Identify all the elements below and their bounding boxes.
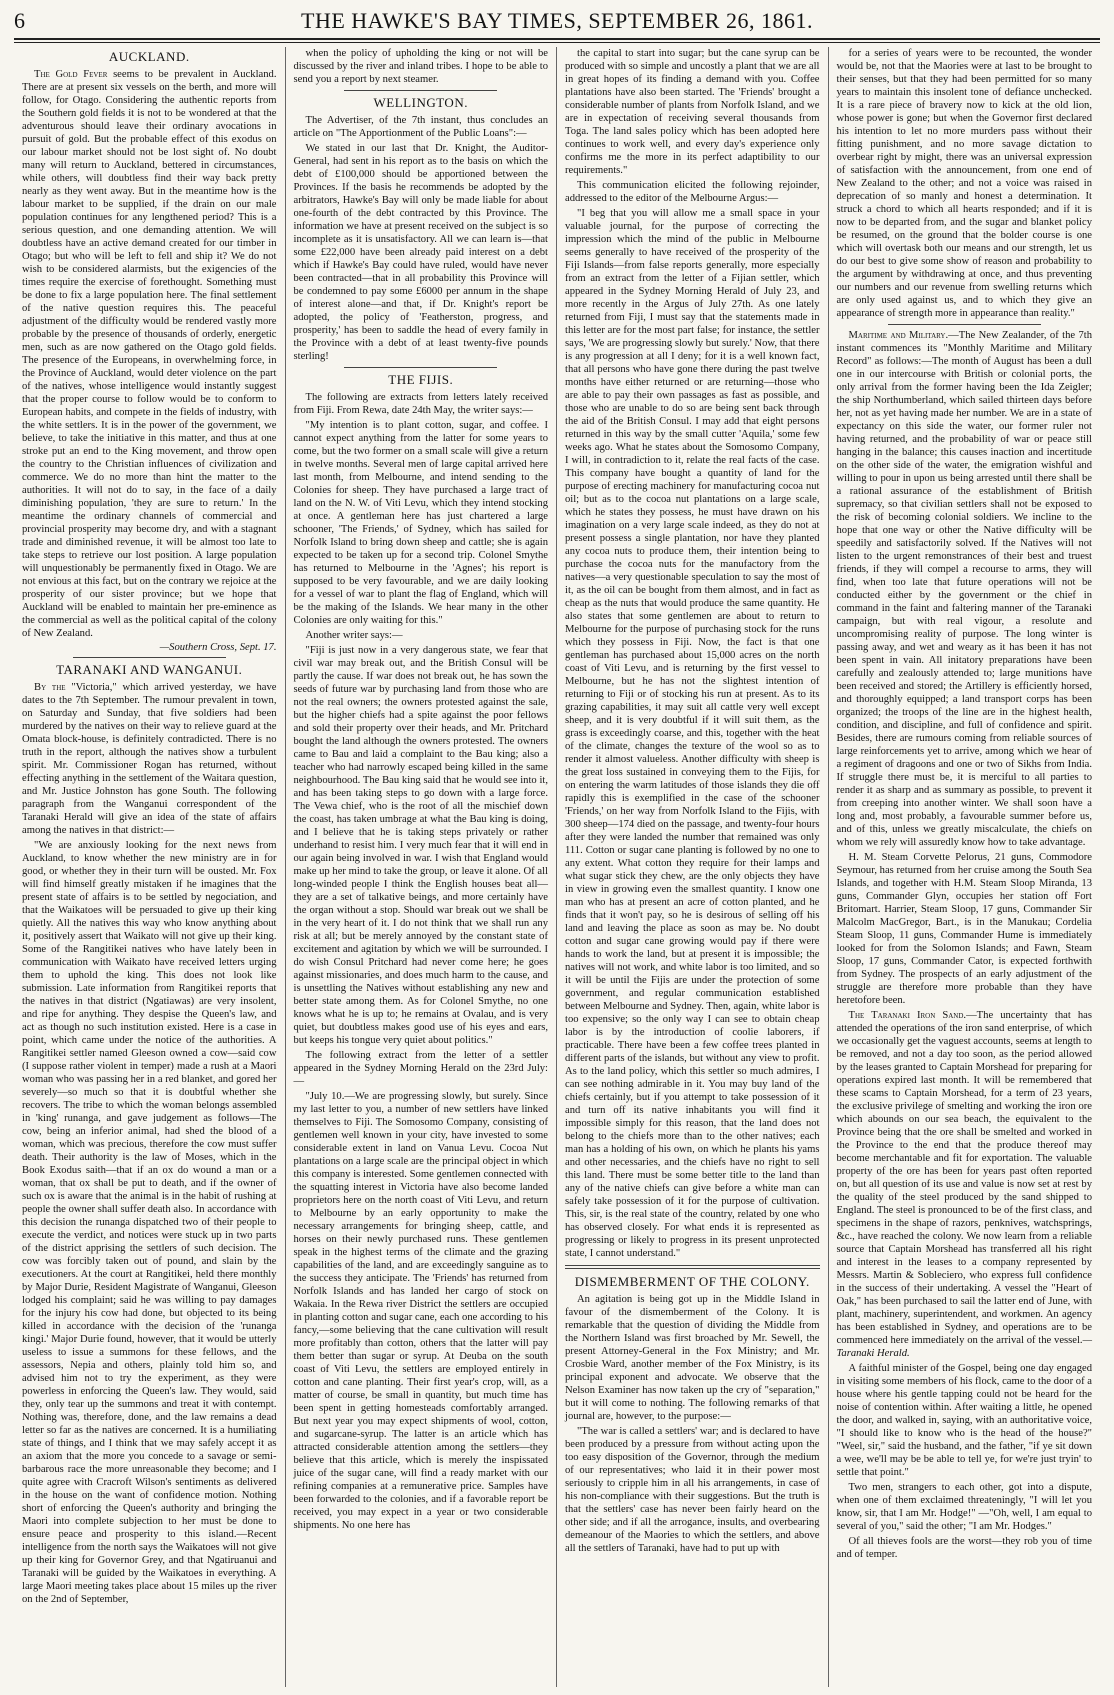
section-divider	[344, 90, 497, 91]
wellington-heading: WELLINGTON.	[373, 95, 468, 110]
taranaki-heading: TARANAKI AND WANGANUI.	[56, 662, 243, 677]
fijis-letter-2: "Fiji is just now in a very dangerous state, we fear that civil war may break out, and the British Consul will be partly the cause. If war does not break out, he has sown the seeds of future war by purchasing land from those who are not the real owners; the owners protested against the sale, but the higher chiefs had a spite against the poor fellows and sold their property over their heads, and Mr. Pritchard bought the land although the owners protested. The owners came to Bau and laid a complaint to the Bau king; also a teacher who had narrowly escaped being killed in the same neighbourhood. The Bau king said that he would see into it, and has been taking steps to go down with a large force. The Vewa chief, who is the root of all the mischief down the coast, has taken umbrage at what the Bau king is doing, and I believe that he is taking steps privately or rather underhand to resist him. I very much fear that it will end in our again being involved in war. I wish that England would make up her mind to take the group, or leave it alone. Of all long-winded people I think the English houses beat all—they are a set of talkative beings, and more certainly have the organ without a stop. Should war break out we shall be in the very heart of it. I do not think that we shall run any risk at all; but be merely annoyed by the constant state of excitement and agitation by which we will be surrounded. I do wish Consul Pritchard had never come here; he goes against missionaries, and does much harm to the cause, and is unsettling the Natives without establishing any new and better state among them. As for Colonel Smythe, no one knows what he is up to; he remains at Ovalau, and is very quiet, but doubtless makes good use of his eyes and ears, but keeps his tongue very quiet about politics."	[293, 645, 548, 1046]
section-divider	[73, 657, 226, 658]
auckland-body: seems to be prevalent in Auckland. There are at present six vessels on the berth, and more will follow, for Otago. Considering the authentic reports from the Southern gold fields it is not to be wondered at that the adventurous should leave their ordinary avocations in pursuit of gold. But the probable effect of this exodus on our labour market should not be lost sight of. No doubt many will return to Auckland, bettered in circumstances, while others, will doubtless find their way back pretty nearly as they went away. But in the meantime how is the labour market to be supplied, if the drain on our male population continues for any lengthened period? This is a serious question, and one demanding attention. We will doubtless have an active demand created for our timber in Otago; but who will be left to fell and ship it? We do not wish to be considered alarmists, but the exigencies of the times require the exercise of forethought. Something must be done to fix a large population here. The final settlement of the native question requires this. The peaceful adjustment of the difficulty would be rendered vastly more probable by the presence of thousands of orderly, energetic men, such as are now gathered on the Otago gold fields. The presence of the Europeans, in overwhelming force, in the Province of Auckland, would deter violence on the part of the natives, whose intelligence would instantly suggest that the proper course to follow would be to conform to European habits, and compete in the fields of industry, with the white settlers. It is in the power of the government, we believe, to take the initiative in this matter, and thus at one stroke put an end to the King movement, and throw open the country to the Christian influences of civilization and commerce. We do no more than hint the matter to the authorities. It will not do to say, in the face of a daily diminishing population, 'they are sure to return.' In the meantime the ordinary channels of commercial and provincial prosperity may become dry, and with a stagnant trade and diminished revenue, it will be almost too late to take steps to retrieve our lost position. A large population will unquestionably be permanently fixed in Otago. We are not envious at this fact, but on the contrary we rejoice at the prosperity of our sister province; but we hope that Auckland will be enabled to maintain her pre-eminence as the commercial as well as the political capital of the colony of New Zealand.	[22, 69, 277, 639]
taranaki-quote: "We are anxiously looking for the next news from Auckland, to know whether the new ministry are in for good, or whether they in their turn will be ousted. Mr. Fox will find himself greatly mistaken if he imagines that the present state of affairs is to be settled by negociation, and that the Waikatoes will be persuaded to give up their king quietly. All the natives this way who know anything about it, positively assert that Waikato will not give up their king. Some of the Rangitikei natives who have lately been in communication with Waikato have received letters urging them to uphold the king. This does not look like submission. Late information from Rangitikei reports that the natives in that district (Ngatiawas) are very insolent, and ripe for anything. They despise the Queen's law, and act as though no such institution existed. Here is a case in point, which came under the notice of the authorities. A Rangitikei settler named Gleeson owned a cow—said cow (I suppose rather violent in temper) made a rush at a Maori woman who was passing her in a red blanket, and gored her severely—so much so that it is doubtful whether she recovers. The tribe to which the woman belongs assembled in 'king' runanga, and gave judgement as follows—The cow, being an inferior animal, had shed the blood of a woman, which was precious, therefore the cow must suffer death. Their authority is the law of Moses, which in the Book Exodus saith—that if an ox do wound a man or a woman, that ox shall be put to death, and if the owner of such ox is aware that the animal is in the habit of rushing at people the owner shall suffer death also. In accordance with this decision the runanga dispatched two of their people to execute the verdict, and notices were stuck up in two parts of the district apprising the settlers of such decision. The cow was forcibly taken out of pound, and slain by the executioners. At the court at Rangitikei, held there monthly by Major Durie, Resident Magistrate of Wanganui, Gleeson lodged his complaint; said he was willing to pay damages for the injury his cow had done, but objected to its being killed in accordance with the decision of the 'runanga kingi.' Major Durie found, however, that it would be utterly useless to issue a summons for these fellows, and the assessors, Nepia and others, plainly told him so, and advised him not to try the experiment, as they were powerless in enforcing the Queen's law. They would, said they, only tear up the summons and treat it with contempt. Nothing was, therefore, done, and the law remains a dead letter so far as the natives are concerned. It is a humiliating state of things, and I think that we may safely accept it as an axiom that the more you concede to a savage or semi-barbarous race the more unreasonable they become; and I quite agree with Cracroft Wilson's sentiments as delivered in the house on the want of confidence motion. Nothing short of enforcing the Queen's authority and bringing the Maori into complete subjection to her must be done to ensure peace and prosperity to this island.—Recent intelligence from the north says the Waikatoes will not give up their king for Governor Grey, and that Ngatiruanui and Taranaki will be guided by the Waikatoes in everything. A large Maori meeting takes place about 15 miles up the river on the 2nd of September,	[22, 840, 277, 1605]
iron-sand-source: —Taranaki Herald.	[836, 1335, 1092, 1359]
taranaki-body: "Victoria," which arrived yesterday, we have dates to the 7th September. The rumour prevalent in town, on Saturday and Sunday, that five soldiers had been murdered by the natives on their way to relieve guard at the Omata block-house, is definitely contradicted. There is no truth in the report, although the natives show a turbulent spirit. Mr. Commissioner Rogan has returned, without effecting anything in the settlement of the Waitara question, and Mr. Justice Johnston has gone South. The following paragraph from the Wanganui correspondent of the Taranaki Herald will give an idea of the state of affairs among the natives in that district:—	[22, 682, 277, 836]
dismemberment-quote: "The war is called a settlers' war; and is declared to have been produced by a pressure from without acting upon the too easy disposition of the Governor, through the medium of our representatives; who laid it in their power most seriously to cripple him in all his arrangements, in case of his non-compliance with their suggestions. But the truth is that the settlers' case has never been fairly heard on the other side; and if all the arrogance, insults, and overbearing demeanour of the Maories to which the settlers, and above all the settlers of Taranaki, have had to put up with	[565, 1426, 820, 1554]
naval-stations: H. M. Steam Corvette Pelorus, 21 guns, Commodore Seymour, has returned from her cruise among the South Sea Islands, and together with H.M. Steam Sloop Miranda, 13 guns, Commander Glyn, occupies her station off Fort Britomart. Harrier, Steam Sloop, 17 guns, Commander Sir Malcolm MacGregor, Bart., is in the Manukau; Cordelia Steam Sloop, 11 guns, Commander Hume is immediately looked for from the Solomon Islands; and Fawn, Steam Sloop, 17 guns, Commander Cator, is expected forthwith from Sydney. The prospects of an early adjustment of the struggle are therefore more probable than they have heretofore been.	[836, 852, 1092, 1006]
thieves-proverb: Of all thieves fools are the worst—they rob you of time and of temper.	[836, 1536, 1092, 1560]
fijis-rejoinder-intro: This communication elicited the following rejoinder, addressed to the editor of the Melbourne Argus:—	[565, 180, 820, 204]
column-2	[286, 47, 558, 1687]
taranaki-article	[22, 681, 277, 837]
strangers-anecdote: Two men, strangers to each other, got into a dispute, when one of them exclaimed threateningly, "I will let you know, sir, that I am Mr. Hodge!" —"Oh, well, I am equal to several of you," said the other; "I am Mr. Hodges."	[836, 1482, 1092, 1532]
fijis-rejoinder: "I beg that you will allow me a small space in your valuable journal, for the purpose of correcting the impression which the mind of the public in Melbourne seems generally to have received of the prosperity of the Fiji Islands—from false reports generally, more especially from an extract from the letter of a Fijian settler, which appeared in the Sydney Morning Herald of July 23, and more recently in the Argus of July 27th. As one lately returned from Fiji, I must say that the statements made in this letter are for the most part false; for instance, the settler says, 'We are progressing slowly but surely.' Now, that there is any progression at all I deny; for it is a well known fact, that all persons who have gone there during the past twelve months have either returned or are returning—those who are able to pay their own passages as fast as possible, and those who are unable to do so are being sent back through the aid of the British Consul. I may add that eight persons returned in this way by the small cutter 'Aquila,' some few weeks ago. What he states about the Somosomo Company, I will, in contradiction to it, relate the real facts of the case. This company have bought a quantity of land for the purpose of erecting machinery for manufacturing cocoa nut oil; but as to the cocoa nut plantations on a large scale, which he states they possess, he must have drawn on his imagination on a very large scale indeed, as they do not at present possess a single plantation, nor have they planted any cocoa nuts to produce them, their intention being to purchase the cocoa nuts for the manufactory from the natives—a very questionable speculation to say the most of it, as the oil can be bought from them almost, and in fact as cheap as the nuts that would produce the same quantity. He also states that some gentlemen are about to return to Melbourne for the purpose of purchasing stock for the runs which they possess in Fiji. Now, the fact is that one gentleman has purchased about 15,000 acres on the north coast of Viti Levu, and is returning by the first vessel to Melbourne, but he has not the slightest intention of returning to Fiji or of stocking his run at present. As to its grazing capabilities, it may suit all cattle very well except sheep, and it is very doubtful if it will suit them, as the grass is exceedingly coarse, and this, together with the heat of the climate, changes the texture of the wool so as to render it almost valueless. Another difficulty with sheep is the great loss sustained in conveying them to the Fijis, for on entering the warm latitudes of those islands they die off rapidly this is exemplified in the case of the schooner 'Friends,' on her way from Norfolk Island to the Fijis, with 300 sheep—174 died on the passage, and twenty-four hours after they were landed the number that remained was only 111. Cotton or sugar cane planting is followed by no one to any extent. What cotton they require for their lamps and what sugar stick they chew, are the only objects they have in view in growing even the smallest quantity. I know one man who has at present an acre of cotton planted, and he finds that it won't pay, so he is desirous of selling off his land and leaving the place as soon as may be. No doubt cotton and sugar cane growing would pay if there were hands to work the land, but at present it is impossible; the natives will not work, and white labor is too limited, and so it will be until the Fijis are under the protection of some government, and regular communication established between Melbourne and Sydney. Then, again, white labor is too expensive; so the only way I can see to obtain cheap labor is by the introduction of coolie laborers, if practicable. There have been a few coffee trees planted in different parts of the islands, but without any view to profit. As to the land policy, which this settler so much admires, I can see nothing admirable in it. You may buy land of the chiefs certainly, but if you attempt to take possession of it and turn off its native inhabitants you will find it impossible simply for this reason, that the land does not belong to the chiefs more than to the other natives; each man has a holding of his own, on which he plants his yams and other necessaries, and the chiefs have no right to sell this land. There must be some better title to the land than any of the native chiefs can give before a white man can safely take possession of it for the purpose of cultivation. This, sir, is the real state of the country, related by one who has observed closely. For what ends it is represented as progressing or likely to progress in its present unprotected state, I cannot understand."	[565, 208, 820, 1259]
fijis-letter-1: "My intention is to plant cotton, sugar, and coffee. I cannot expect anything from the latter for some years to come, but the two former on a small scale will give a return in twelve months. Several men of large capital arrived here last month, from Melbourne, and intend sending to the Colonies for sheep. They have purchased a large tract of land on the N. W. of Viti Levu, which they intend stocking at once. A gentleman here has just chartered a large schooner, 'The Friends,' of Sydney, which has sailed for Norfolk Island to bring down sheep and cattle; she is again expected to be taken up for a second trip. Colonel Smythe has returned to Melbourne in the 'Agnes'; his report is supposed to be very favourable, and we are daily looking for a vessel of war to plant the flag of England, which will be the making of the Islands. We hear many in the other Colonies are only waiting for this."	[293, 420, 548, 626]
minister-anecdote: A faithful minister of the Gospel, being one day engaged in visiting some members of his flock, came to the door of a house where his gentle tapping could not be heard for the noise of contention within. After waiting a little, he opened the door, and walked in, saying, with an authoritative voice, "I should like to know who is the head of the house?" "Weel, sir," said the husband, and the father, "if ye sit down a wee, we'll may be be able to tell ye, for we're just tryin' to settle that point."	[836, 1363, 1092, 1478]
maritime-lead: Maritime and Military.	[848, 330, 949, 341]
auckland-heading: AUCKLAND.	[108, 49, 190, 64]
auckland-article	[22, 68, 277, 640]
taranaki-lead: By the	[34, 682, 66, 693]
iron-sand-body: —The uncertainty that has attended the operations of the iron sand enterprise, of which we occasionally get the vaguest accounts, seems at length to be removed, and not a day too soon, as the period allowed by the leases granted to Captain Morshead for preparing for operations expired last month. It will be remembered that these scams to Captain Morshead, for a term of 23 years, the exclusive privilege of smelting and working the iron ore which abounds on our sea beach, the equivalent to the Province being that the ore shall be smelted and worked in the Province to the end that the produce thereof may become merchantable and fit for exportation. The valuable property of the ore has been for years past often reported on, but all question of its use and value is now set at rest by the quality of the steel produced by the sand shipped to England. The steel is pronounced to be of the first class, and specimens in the shape of razors, penknives, watchsprings, &c., have reached the colony. We now learn from a reliable source that Captain Morshead has transferred all his right and interest in the leases to a company represented by Messrs. Martin & Sobleciero, who express full confidence in the success of their undertaking. A vessel the "Heart of Oak," has been purchased to sail the latter end of June, with plant, machinery, superintendent, and workmen. An agency has been established in Sydney, and operations are to be commenced here immediately on the arrival of the vessel.	[836, 1010, 1092, 1346]
newspaper-title: THE HAWKE'S BAY TIMES, SEPTEMBER 26, 1861.	[301, 8, 813, 33]
dismemberment-article: An agitation is being got up in the Middle Island in favour of the dismemberment of the Colony. It is remarkable that the question of dividing the Middle from the Northern Island was first broached by Mr. Sewell, the present Attorney-General in the Fox Ministry; and Mr. Crosbie Ward, another member of the Fox Ministry, is its principal exponent and advocate. We observe that the Nelson Examiner has now taken up the cry of "separation," but it will come to nothing. The following remarks of that journal are, however, to the purpose:—	[565, 1294, 820, 1422]
maritime-article	[837, 329, 1093, 849]
fijis-letter-3: "July 10.—We are progressing slowly, but surely. Since my last letter to you, a number of new settlers have linked themselves to Fiji. The Somosomo Company, consisting of gentlemen well known in your city, have invested to some considerable extent in land on Vanua Levu. Cocoa Nut plantations on a large scale are the principal object in which this company is interested. Some gentlemen connected with the squatting interest in Victoria have also become landed proprietors here on the north coast of Viti Levu, and return to Melbourne by an early opportunity to make the necessary arrangements for bringing sheep, cattle, and horses on their newly purchased runs. These gentlemen speak in the highest terms of the climate and the grazing capabilities of the land, and are exceedingly sanguine as to the success they anticipate. The 'Friends' has returned from Norfolk Islands and has landed her cargo of stock on Wakaia. In the Rewa river District the settlers are occupied in planting cotton and sugar cane, each one according to his fancy,—some believing that the cane cultivation will result more profitably than cotton, others that the latter will pay them better than sugar or syrup. At Deuba on the south coast of Viti Levu, the settlers are employed entirely in cotton and cane planting. Their first year's crop, will, as a matter of course, be small in quantity, but much time has been spent in getting homesteads comfortably arranged. But next year you may expect shipments of wool, cotton, and sugarcane-syrup. The latter is an article which has attracted considerable attention among the settlers—they believe that this article, which is merely the inspissated juice of the sugar cane, will find a ready market with our refining companies at a remunerative price. Samples have been forwarded to the colonies, and if a favorable report be received, you may expect in a year or two considerable shipments. No one here has	[293, 1091, 548, 1531]
dismemberment-quote-continued: for a series of years were to be recounted, the wonder would be, not that the Maories were at last to be brought to their senses, but that they had been permitted for so many years to maintain this insolent tone of defiance unchecked. It is a rare piece of bravery now to kick at the old lion, whose power is gone; but when the Governor first declared his intention to let no more murders pass without their fitting punishment, and no more savage dictation to overbear right by might, there was an universal expression of satisfaction with the announcement, from one end of New Zealand to the other; and not a voice was raised in deprecation of so manly and honest a determination. It struck a chord to which all hearts responded; and if it is now to be departed from, and the sugar and blanket policy be resumed, on the ground that the bolder course is one which will overtask both our means and our strength, let us do our best to give some show of reason and probability to the argument by withdrawing at once, and thus preventing our numbers and our revenue from swelling returns which are only used against us, and to which they give an appearance of strength more in appearance than reality."	[836, 48, 1092, 319]
masthead	[14, 8, 1100, 36]
section-divider	[344, 367, 497, 368]
masthead-rule	[14, 38, 1100, 40]
fijis-extract-intro: The following extract from the letter of a settler appeared in the Sydney Morning Herald on the 23rd July:—	[293, 1050, 548, 1087]
masthead-rule-thin	[14, 42, 1100, 43]
dismemberment-heading: DISMEMBERMENT OF THE COLONY.	[574, 1274, 810, 1289]
iron-sand-article	[837, 1009, 1093, 1360]
page-number: 6	[14, 8, 25, 33]
section-divider	[565, 1265, 820, 1269]
continued-paragraph: when the policy of upholding the king or not will be discussed by the river and inland tribes. I hope to be able to send you a report by next steamer.	[293, 48, 548, 85]
auckland-source: —Southern Cross, Sept. 17.	[159, 642, 277, 653]
column-3	[557, 47, 829, 1687]
fijis-heading: THE FIJIS.	[388, 372, 454, 387]
fijis-another-writer: Another writer says:—	[305, 630, 403, 641]
maritime-body: —The New Zealander, of the 7th instant commences its "Monthly Maritime and Military Record" as follows:—The month of August has been a dull one in our intercourse with British or colonial ports, the only arrival from the former having been the Ida Zeigler; the ship Northumberland, which sailed thirteen days before her, not as yet having made her number. We are in a state of expectancy on this side the water, our former ruler not having returned, and the probability of war or peace still hanging in the balance; this causes inaction and incertitude on the other side of the water, the emigration wishful and willing to pour in upon us being arrested until there shall be a rational assurance of the establishment of British supremacy, so that civilian settlers shall not be exposed to the risk of becoming colonial soldiers. We incline to the hope that one way or other the Native difficulty will be speedily and satisfactorily solved. If the Natives will not listen to the urgent remonstrances of their best and truest friends, if they will compel a recourse to arms, they will find, when too late that future operations will not be conducted either by the government or the chief in command in the faint and faltering manner of the Taranaki campaign, but with real vigour, a resolute and uncompromising reality of purpose. The long winter is passing away, and wet and weary as it has been it has not been spent in vain. All initatory preparations have been carefully and zealously attended to; large munitions have been received and stored; the Artillery is efficiently horsed, and thoroughly equipped; a land transport corps has been organized; the troops of the line are in the highest health, condition, and discipline, and full of confidence and spirit. Besides, there are rumours coming from reliable sources of large reinforcements yet to arrive, among which we hear of a regiment of dragoons and one or two of Sikhs from India. If struggle there must be, it is merciful to all parties to render it as sharp and as summary as possible, to prevent it from creeping into another winter. We shall soon have a long and, most probably, a favourable summer before us, and of this, unless we greatly miscalculate, the chiefs on whom we rely will assuredly know how to take advantage.	[836, 330, 1092, 848]
auckland-lead: The Gold Fever	[34, 69, 108, 80]
column-1	[14, 47, 286, 1687]
fijis-letter-3-continued: the capital to start into sugar; but the cane syrup can be produced with so simple and uncostly a plant that we are all in great hopes of its finding a demand with you. Coffee plantations have also been started. The 'Friends' brought a considerable number of plants from Norfolk Island, and we are in expectation of receiving several thousands from Toga. The land sales policy which has been adopted here continues to work well, and every day's experience only confirms me the more in its perfect adaptibility to our requirements."	[565, 48, 820, 176]
iron-sand-lead: The Taranaki Iron Sand.	[848, 1010, 967, 1021]
column-4	[829, 47, 1101, 1687]
fijis-intro: The following are extracts from letters lately received from Fiji. From Rewa, date 24th May, the writer says:—	[293, 392, 548, 416]
wellington-intro: The Advertiser, of the 7th instant, thus concludes an article on "The Apportionment of the Public Loans":—	[293, 115, 548, 139]
columns	[14, 47, 1100, 1687]
wellington-article: We stated in our last that Dr. Knight, the Auditor-General, had sent in his report as to the basis on which the debt of £100,000 should be apportioned between the Provinces. If the basis he recommends be adopted by the arbitrators, Hawke's Bay will only be made liable for about one-fourth of the debt contracted by this Province. The information we have at present received on the subject is so incomplete as it is unsatisfactory. All we can learn is—that some £22,000 have been already paid interest on a debt which if Hawke's Bay could have ruled, would have never been contracted—that in all probability this Province will be condemned to pay some £6000 per annum in the shape of interest alone—and that, if Dr. Knight's report be adopted, the policy of 'Featherston, progress, and prosperity,' has been to saddle the head of every family in the Province with a debt of at least twenty-five pounds sterling!	[293, 143, 548, 362]
section-divider	[888, 324, 1041, 325]
